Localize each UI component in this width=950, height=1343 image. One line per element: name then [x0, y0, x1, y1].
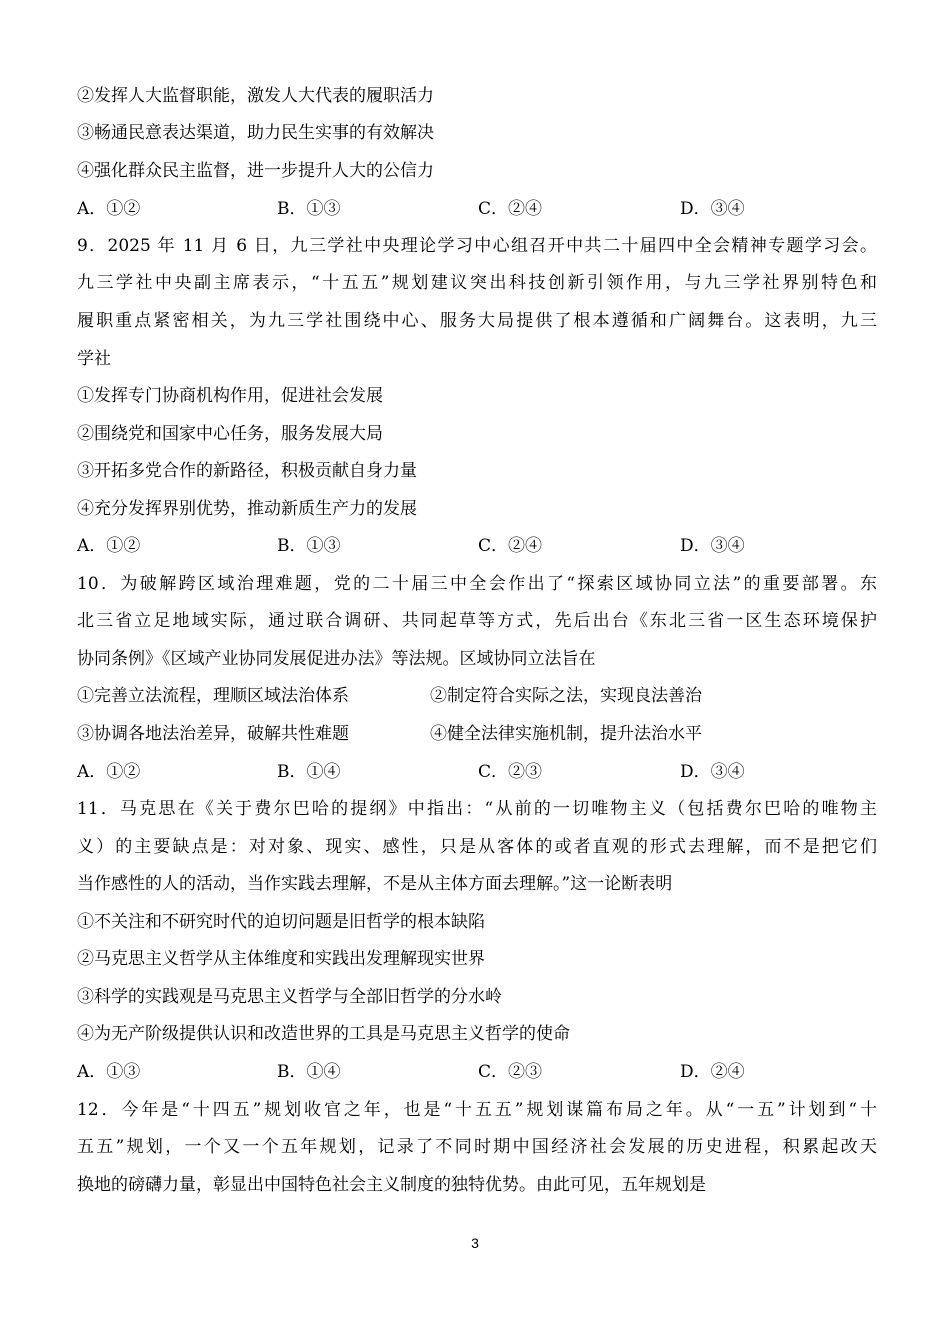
q11-option-4: ④为无产阶级提供认识和改造世界的工具是马克思主义哲学的使命: [77, 1024, 570, 1044]
q9-stem-line-4: 学社: [77, 349, 111, 369]
q8-choice-c[interactable]: C．②④: [478, 199, 543, 219]
q9-option-1: ①发挥专门协商机构作用，促进社会发展: [77, 386, 383, 406]
q9-option-4: ④充分发挥界别优势，推动新质生产力的发展: [77, 499, 417, 519]
q11-option-3: ③科学的实践观是马克思主义哲学与全部旧哲学的分水岭: [77, 987, 502, 1007]
q10-stem-line-3: 协同条例》《区域产业协同发展促进办法》等法规。区域协同立法旨在: [77, 649, 596, 669]
q9-stem-line-3: 履职重点紧密相关，为九三学社围绕中心、服务大局提供了根本遵循和广阔舞台。这表明，九三: [77, 311, 877, 331]
q10-stem-line-1: 10．为破解跨区域治理难题，党的二十届三中全会作出了“探索区域协同立法”的重要部署。东: [77, 574, 877, 594]
q11-choice-b[interactable]: B．①④: [277, 1062, 341, 1082]
q8-choice-b[interactable]: B．①③: [277, 199, 341, 219]
page-number: 3: [471, 1235, 479, 1251]
q11-choice-d[interactable]: D．②④: [680, 1062, 745, 1082]
q11-choices: [77, 1061, 877, 1083]
q11-stem-line-2: 义）的主要缺点是：对对象、现实、感性，只是从客体的或者直观的形式去理解，而不是把它们: [77, 837, 877, 857]
q10-choice-d[interactable]: D．③④: [680, 762, 745, 782]
q10-choice-c[interactable]: C．②③: [478, 762, 543, 782]
q11-option-1: ①不关注和不研究时代的迫切问题是旧哲学的根本缺陷: [77, 912, 485, 932]
q10-option-1: ①完善立法流程，理顺区域法治体系: [77, 686, 349, 706]
q8-choices: [77, 198, 877, 220]
q10-choice-b[interactable]: B．①④: [277, 762, 341, 782]
q11-option-2: ②马克思主义哲学从主体维度和实践出发理解现实世界: [77, 949, 485, 969]
q10-option-2: ②制定符合实际之法，实现良法善治: [430, 686, 702, 706]
q10-options-row-2: [77, 723, 877, 745]
q9-stem-line-2: 九三学社中央副主席表示，“十五五”规划建议突出科技创新引领作用，与九三学社界别特色和: [77, 273, 877, 293]
q9-choice-c[interactable]: C．②④: [478, 536, 543, 556]
q11-choice-c[interactable]: C．②③: [478, 1062, 543, 1082]
q8-option-2: ②发挥人大监督职能，激发人大代表的履职活力: [77, 86, 434, 106]
q12-stem-line-3: 换地的磅礴力量，彰显出中国特色社会主义制度的独特优势。由此可见，五年规划是: [77, 1175, 706, 1195]
q8-choice-d[interactable]: D．③④: [680, 199, 745, 219]
q9-choice-a[interactable]: A．①②: [77, 536, 141, 556]
q11-stem-line-1: 11．马克思在《关于费尔巴哈的提纲》中指出：“从前的一切唯物主义（包括费尔巴哈的唯物主: [77, 799, 877, 819]
q9-stem-line-1: 9．2025 年 11 月 6 日，九三学社中央理论学习中心组召开中共二十届四中全会精神专题学习会。: [77, 236, 877, 256]
q8-choice-a[interactable]: A．①②: [77, 199, 141, 219]
q10-choices: [77, 761, 877, 783]
q10-options-row-1: [77, 685, 877, 707]
q9-choice-d[interactable]: D．③④: [680, 536, 745, 556]
q9-option-2: ②围绕党和国家中心任务，服务发展大局: [77, 424, 383, 444]
q8-option-3: ③畅通民意表达渠道，助力民生实事的有效解决: [77, 123, 434, 143]
q9-choice-b[interactable]: B．①③: [277, 536, 341, 556]
q10-choice-a[interactable]: A．①②: [77, 762, 141, 782]
q12-stem-line-2: 五五”规划，一个又一个五年规划，记录了不同时期中国经济社会发展的历史进程，积累起改天: [77, 1137, 877, 1157]
q8-option-4: ④强化群众民主监督，进一步提升人大的公信力: [77, 161, 434, 181]
q10-option-4: ④健全法律实施机制，提升法治水平: [430, 724, 702, 744]
q9-option-3: ③开拓多党合作的新路径，积极贡献自身力量: [77, 461, 417, 481]
q10-option-3: ③协调各地法治差异，破解共性难题: [77, 724, 349, 744]
q12-stem-line-1: 12．今年是“十四五”规划收官之年，也是“十五五”规划谋篇布局之年。从“一五”计划到“十: [77, 1100, 877, 1120]
q9-choices: [77, 535, 877, 557]
q10-stem-line-2: 北三省立足地域实际，通过联合调研、共同起草等方式，先后出台《东北三省一区生态环境保护: [77, 611, 877, 631]
q11-stem-line-3: 当作感性的人的活动，当作实践去理解，不是从主体方面去理解。”这一论断表明: [77, 874, 673, 894]
q11-choice-a[interactable]: A．①③: [77, 1062, 141, 1082]
